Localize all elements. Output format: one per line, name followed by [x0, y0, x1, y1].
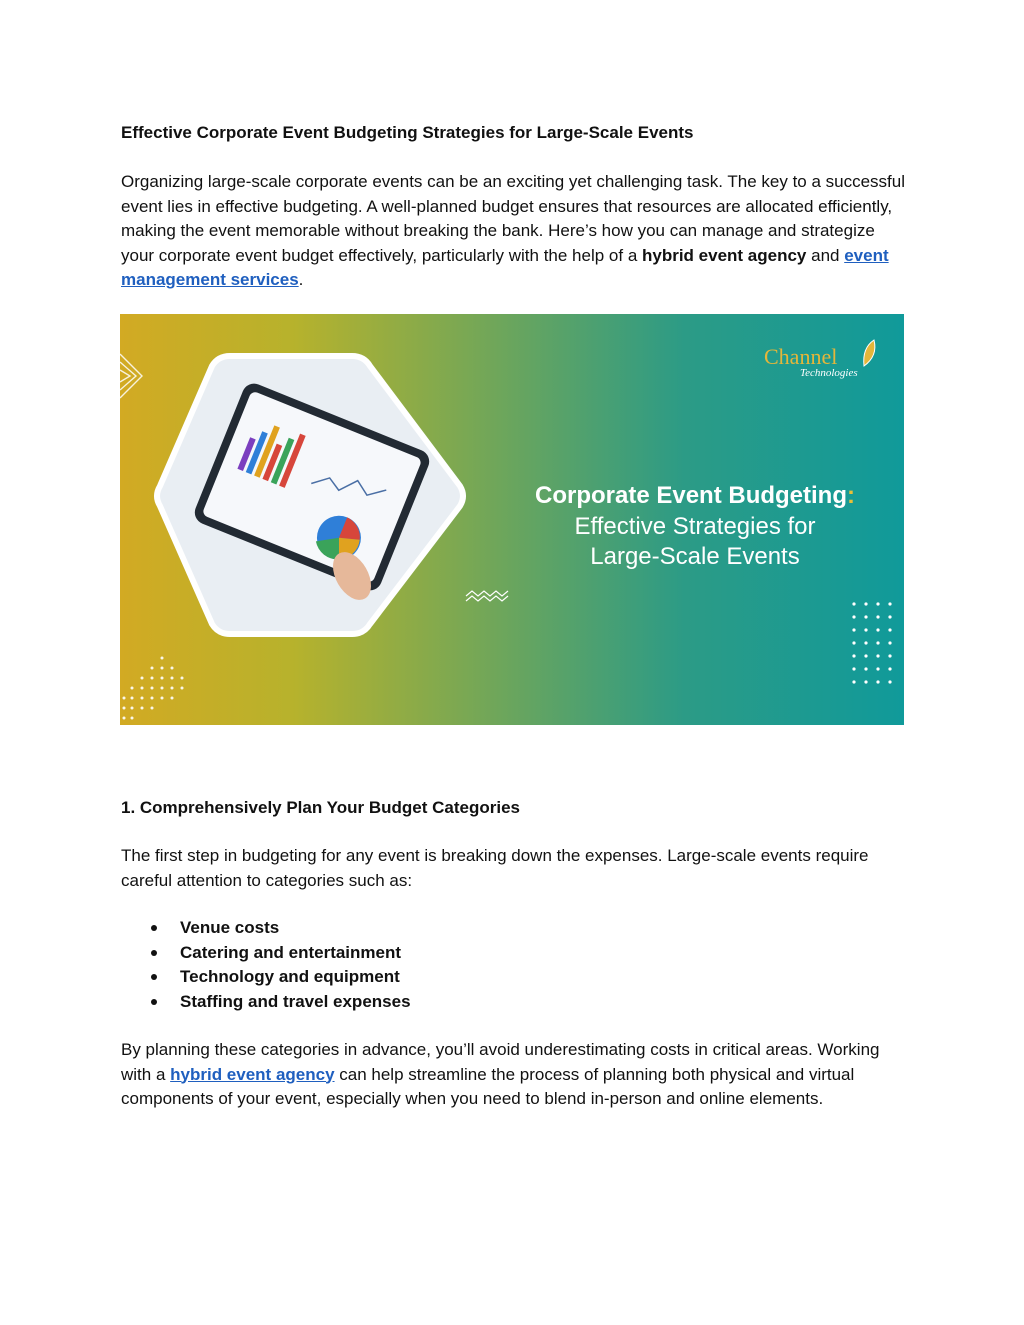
section1-paragraph1: The first step in budgeting for any event is breaking down the expenses. Large-scale events require careful attention to categories such as:	[121, 846, 869, 890]
intro-paragraph	[121, 170, 911, 293]
bullet-icon	[151, 950, 157, 956]
intro-end: .	[298, 270, 304, 289]
wave-lines-decoration	[466, 591, 508, 601]
hybrid-event-agency-link[interactable]: hybrid event agency	[170, 1064, 335, 1084]
bullet-icon	[151, 925, 157, 931]
intro-text: Organizing large-scale corporate events can be an exciting yet challenging task. The key to a successful event lies in effective budgeting. A well-planned budget ensures that resources are allocated efficiently, making the event memorable without breaking the bank. Here’s how you can manage and strategize your corporate event budget effectively, particularly with the help of a	[121, 172, 906, 265]
dot-grid-decoration-right	[852, 602, 891, 683]
article-title: Effective Corporate Event Budgeting Strategies for Large-Scale Events	[121, 123, 694, 142]
list-item	[121, 941, 411, 966]
list-item-label: Staffing and travel expenses	[180, 991, 411, 1011]
para2-end: can help streamline the process of planning both physical and virtual components of your event, especially when you need to blend in-person and online elements.	[121, 1064, 855, 1108]
banner-title-part1: Corporate Event Budgeting	[534, 482, 847, 509]
logo-wordmark: Channel	[764, 344, 838, 369]
bullet-icon	[151, 999, 157, 1005]
logo-subtitle: Technologies	[800, 367, 858, 379]
intro-connector: and	[806, 245, 845, 265]
bullet-icon	[151, 974, 157, 980]
banner-title-line3: Large-Scale Events	[590, 543, 800, 570]
list-item-label: Venue costs	[180, 918, 280, 937]
budget-categories-list	[121, 916, 411, 1014]
dot-triangle-decoration-left	[123, 657, 184, 720]
intro-bold-term: hybrid event agency	[642, 245, 807, 265]
list-item	[121, 990, 411, 1015]
banner-headline	[500, 480, 890, 572]
section1-heading: 1. Comprehensively Plan Your Budget Categories	[121, 798, 520, 817]
hero-banner-image	[120, 314, 904, 725]
logo-leaf-icon	[860, 338, 880, 368]
list-item-label: Technology and equipment	[180, 967, 400, 986]
list-item-label: Catering and entertainment	[180, 942, 402, 962]
banner-title-colon: :	[847, 482, 855, 509]
chevron-lines-decoration	[120, 354, 142, 398]
banner-title-line2: Effective Strategies for	[574, 513, 816, 540]
section1-paragraph2	[121, 1038, 911, 1112]
list-item	[121, 916, 411, 941]
para2-start: By planning these categories in advance, you’ll avoid underestimating costs in critical areas. Working with a	[121, 1040, 880, 1084]
list-item	[121, 965, 411, 990]
event-management-services-link[interactable]: event management services	[121, 245, 889, 289]
channel-technologies-logo	[764, 338, 884, 380]
